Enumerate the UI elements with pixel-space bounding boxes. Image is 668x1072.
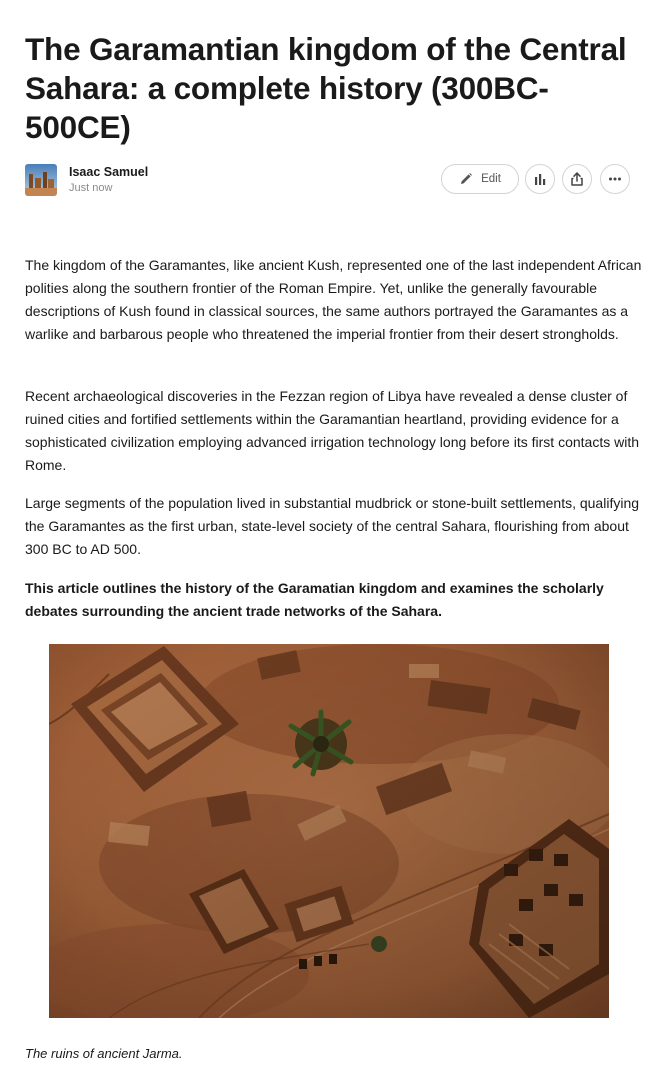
pencil-icon: [459, 172, 473, 186]
more-dots-icon: [608, 172, 622, 186]
author-name[interactable]: Isaac Samuel: [69, 165, 149, 179]
publish-time: Just now: [69, 182, 113, 194]
article-title: The Garamantian kingdom of the Central Sahara: a complete history (300BC-500CE): [25, 31, 627, 145]
figure-caption: The ruins of ancient Jarma.: [25, 1046, 183, 1061]
paragraph-4-bold: This article outlines the history of the Garamatian kingdom and examines the scholarly debates surrounding the ancient trade networks of the Sahara.: [25, 580, 604, 619]
paragraph-3: Large segments of the population lived in substantial mudbrick or stone-built settlements, qualifying the Garamantes as the first urban, state-level society of the central Sahara, flourishing from about 300 BC to AD 500.: [25, 495, 640, 557]
paragraph-2: Recent archaeological discoveries in the Fezzan region of Libya have revealed a dense cluster of ruined cities and fortified settlements within the Garamantian heartland, providing evidence for a sophisticated civilization employing advanced irrigation technology long before its first contacts with Rome.: [25, 388, 639, 473]
jarma-ruins-photo: [49, 644, 609, 1018]
stats-button[interactable]: [525, 164, 555, 194]
edit-button[interactable]: [441, 164, 519, 194]
article-figure: [49, 644, 609, 1018]
byline: [25, 163, 635, 197]
paragraph-1: The kingdom of the Garamantes, like ancient Kush, represented one of the last independent African polities along the southern frontier of the Roman Empire. Yet, unlike the generally favourable descriptions of Kush found in classical sources, the same authors portrayed the Garamantes as a warlike and barbarous people who threatened the imperial frontier from their desert strongholds.: [25, 257, 642, 342]
bar-chart-icon: [533, 172, 547, 186]
more-options-button[interactable]: [600, 164, 630, 194]
author-avatar[interactable]: [25, 164, 57, 196]
edit-label: Edit: [481, 173, 501, 185]
share-icon: [570, 172, 584, 186]
share-button[interactable]: [562, 164, 592, 194]
avatar-image: [25, 164, 57, 196]
